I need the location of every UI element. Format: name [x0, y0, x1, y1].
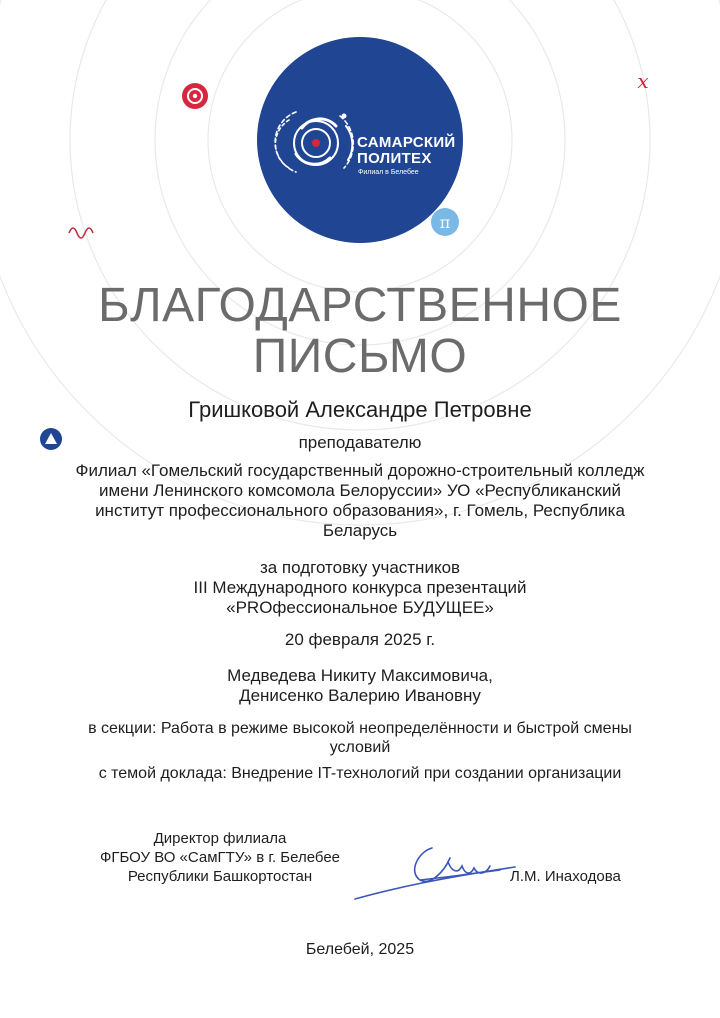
- document-title-line-1: БЛАГОДАРСТВЕННОЕ: [98, 279, 622, 332]
- pi-symbol-icon: [431, 208, 459, 236]
- organization-line: институт профессионального образования», г. Гомель, Республика: [95, 501, 625, 520]
- award-reason: [40, 558, 680, 618]
- target-icon: [182, 83, 208, 109]
- x-symbol-icon: [637, 69, 648, 93]
- organization-line: Беларусь: [322, 521, 398, 540]
- svg-text:π: π: [439, 213, 451, 232]
- reason-line: за подготовку участников: [259, 558, 461, 577]
- signatory-name: Л.М. Инаходова: [510, 868, 621, 885]
- recipient-name: Гришковой Александре Петровне: [188, 397, 532, 422]
- section-info: [40, 719, 680, 757]
- reason-line: III Международного конкурса презентаций: [193, 578, 527, 597]
- logo-name: [357, 135, 456, 167]
- signatory-position: [60, 829, 380, 886]
- reason-line: «PROфессиональное БУДУЩЕЕ»: [226, 598, 494, 617]
- signatory-position-line: ФГБОУ ВО «СамГТУ» в г. Белебее: [99, 849, 341, 866]
- logo-name-line-2: ПОЛИТЕХ: [357, 150, 432, 167]
- signatory-position-line: Республики Башкортостан: [127, 868, 313, 885]
- event-date: 20 февраля 2025 г.: [284, 630, 436, 649]
- report-topic: с темой доклада: Внедрение IT-технологий при создании организации: [98, 765, 622, 782]
- document-title-line-2: ПИСЬМО: [252, 330, 468, 383]
- svg-text:x: x: [637, 69, 649, 93]
- sine-wave-icon: [69, 228, 93, 238]
- logo-subtitle: Филиал в Белебее: [358, 169, 419, 176]
- section-line: в секции: Работа в режиме высокой неопределённости и быстрой смены: [88, 720, 632, 737]
- signatory-position-line: Директор филиала: [153, 830, 287, 847]
- recipient-position: преподавателю: [298, 433, 422, 452]
- recipient-organization: [40, 461, 680, 541]
- participants: [40, 666, 680, 706]
- logo-name-line-1: САМАРСКИЙ: [357, 134, 456, 151]
- footer-place-year: Белебей, 2025: [305, 941, 415, 958]
- organization-line: Филиал «Гомельский государственный дорожно-строительный колледж: [75, 461, 645, 480]
- organization-line: имени Ленинского комсомола Белоруссии» УО «Республиканский: [99, 481, 621, 500]
- participant-name: Денисенко Валерию Ивановну: [239, 686, 481, 705]
- section-line: условий: [329, 739, 391, 756]
- participant-name: Медведева Никиту Максимовича,: [227, 666, 493, 685]
